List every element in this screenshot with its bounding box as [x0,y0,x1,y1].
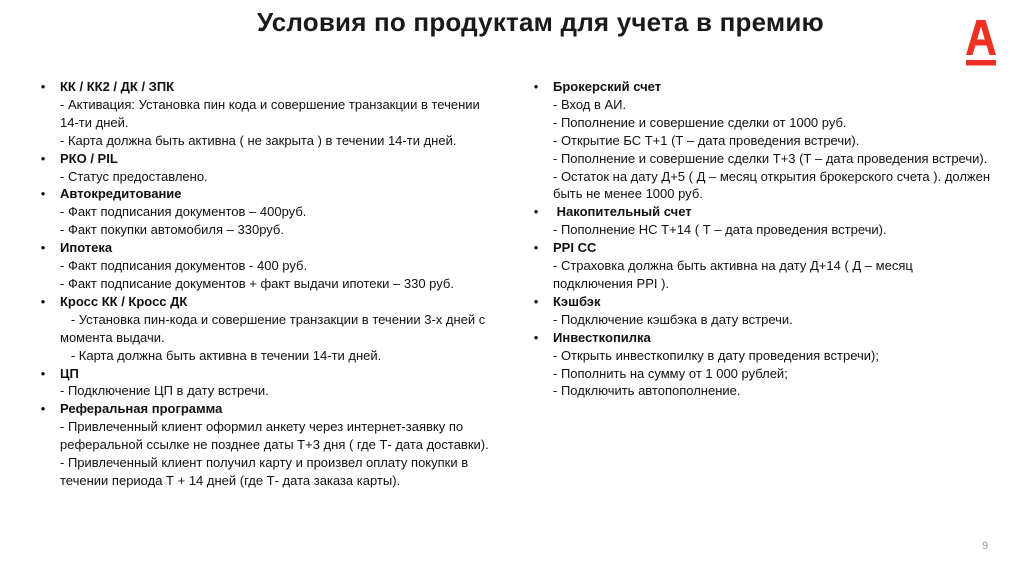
condition-line: - Привлеченный клиент получил карту и произвел оплату покупки в течении периода Т + 14 дней (где Т- дата заказа карты). [60,455,469,488]
list-item [531,329,991,401]
condition-line: - Подключение кэшбэка в дату встречи. [553,311,793,327]
list-item [531,293,991,329]
list-item [38,239,500,293]
bullet-icon: • [533,329,539,345]
condition-line: - Факт подписания документов – 400руб. [60,204,307,220]
condition-line: - Подключить автопополнение. [553,383,741,399]
bullet-icon: • [533,293,539,309]
bullet-icon: • [40,150,46,166]
condition-line: - Вход в АИ. [553,96,627,112]
condition-line: - Пополнение и совершение сделки Т+3 (Т – дата проведения встречи). [553,150,988,166]
condition-line: - Открытие БС Т+1 (Т – дата проведения встречи). [553,132,860,148]
condition-line: - Карта должна быть активна ( не закрыта ) в течении 14-ти дней. [60,132,457,148]
list-item [38,293,500,365]
product-heading: PPI CC [553,240,597,256]
product-heading: Кэшбэк [553,293,601,309]
condition-line: - Пополнение и совершение сделки от 1000 руб. [553,114,847,130]
product-heading: РКО / PIL [60,150,118,166]
bullet-icon: • [40,293,46,309]
bullet-icon: • [40,186,46,202]
product-heading: ЦП [60,365,79,381]
alfa-logo-icon [962,17,1000,67]
page-number: 9 [982,540,989,552]
list-item [38,400,500,490]
condition-line: - Карта должна быть активна в течении 14-ти дней. [60,347,382,363]
list-item [38,365,500,401]
product-heading: Автокредитование [60,186,182,202]
product-heading: Кросс КК / Кросс ДК [60,293,188,309]
bullet-icon: • [40,79,46,94]
bullet-icon: • [40,365,46,381]
product-heading: Инвесткопилка [553,329,651,345]
bullet-icon: • [40,401,46,417]
right-column [531,78,991,400]
product-heading: Накопительный счет [553,204,692,220]
product-heading: КК / КК2 / ДК / ЗПК [60,79,175,94]
condition-line: - Открыть инвесткопилку в дату проведения встречи); [553,347,879,363]
condition-line: - Установка пин-кода и совершение транзакции в течении 3-х дней с момента выдачи. [60,311,486,345]
condition-line: - Пополнить на сумму от 1 000 рублей; [553,365,788,381]
condition-line: - Пополнение НС Т+14 ( Т – дата проведения встречи). [553,222,887,238]
list-item [531,239,991,293]
bullet-icon: • [40,240,46,256]
condition-line: - Активация: Установка пин кода и совершение транзакции в течении 14-ти дней. [60,96,480,130]
condition-line: - Статус предоставлено. [60,168,208,184]
page-title: Условия по продуктам для учета в премию [257,7,824,37]
condition-line: - Остаток на дату Д+5 ( Д – месяц открытия брокерского счета ). должен быть не менее 1000 руб. [553,168,991,202]
bullet-icon: • [533,204,539,220]
product-heading: Реферальная программа [60,401,223,417]
bullet-icon: • [533,240,539,256]
condition-line: - Факт подписание документов + факт выдачи ипотеки – 330 руб. [60,275,454,291]
condition-line: - Подключение ЦП в дату встречи. [60,383,269,399]
condition-line: - Привлеченный клиент оформил анкету через интернет-заявку по реферальной ссылке не позднее даты Т+3 дня ( где Т- дата доставки). [60,419,489,453]
condition-line: - Страховка должна быть активна на дату Д+14 ( Д – месяц подключения PPI ). [553,258,913,291]
list-item [38,78,500,150]
list-item [38,150,500,186]
left-column [38,78,500,490]
list-item [531,78,991,203]
product-heading: Ипотека [60,240,113,256]
condition-line: - Факт подписания документов - 400 руб. [60,258,308,274]
bullet-icon: • [533,79,539,94]
condition-line: - Факт покупки автомобиля – 330руб. [60,222,284,238]
product-heading: Брокерский счет [553,79,662,94]
list-item [531,203,991,239]
list-item [38,185,500,239]
